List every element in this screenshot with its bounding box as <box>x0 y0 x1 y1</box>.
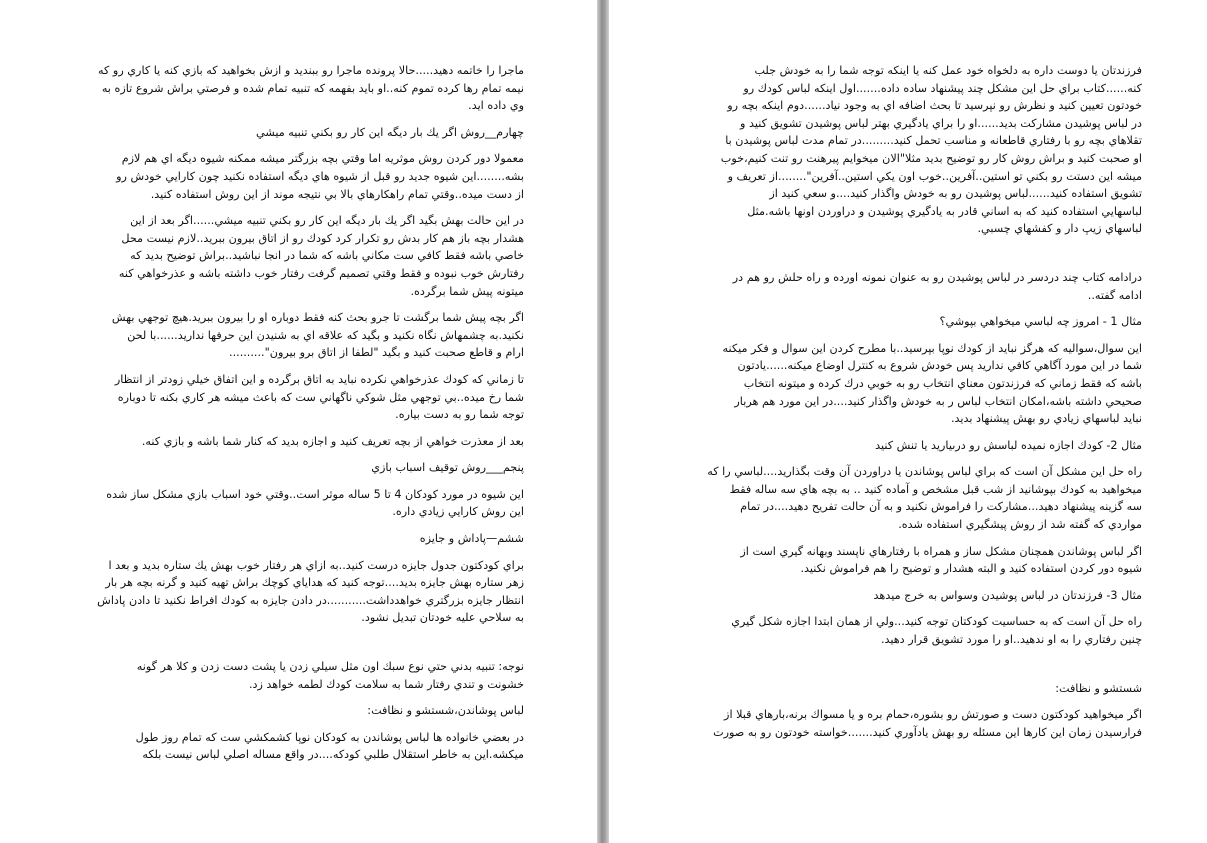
section-heading: پنجم___روش توقيف اسباب بازي <box>371 461 524 475</box>
section-heading: ششم—پاداش و جايزه <box>419 532 524 546</box>
right-page <box>609 0 1207 843</box>
section-heading: لباس پوشاندن،شستشو و نظافت: <box>367 704 524 718</box>
paragraph: اين شيوه در مورد كودكان 4 تا 5 ساله موثر است..وقتي خود اسباب بازي مشكل ساز شده اين روش كارايي زيادي داره. <box>106 487 524 519</box>
paragraph: اگر ميخواهيد كودكتون دست و صورتش رو بشوره،حمام بره و يا مسواك برنه،بارهاي قبلا از فرارسيدن زمان اين كارها اين مسئله رو بهش يادآوري كنيد.......خواسته خودتون رو به صورت <box>713 708 1142 739</box>
example-heading: مثال 3- فرزندتان در لباس پوشيدن وسواس به خرج ميدهد <box>873 588 1142 602</box>
paragraph: تا زماني كه كودك عذرخواهي نكرده نبايد به اتاق برگرده و اين اتفاق خيلي زودتر از انتظار شما رخ ميده..بي توجهي مثل شوكي ناگهاني ست كه باعث ميشه هر كاري بكنه تا دوباره توجه شما رو به دست بياره. <box>114 372 524 422</box>
paragraph-spacer <box>687 247 1142 269</box>
section-heading: چهارم__روش اگر يك بار ديگه اين كار رو بكني تنبيه ميشي <box>256 125 524 139</box>
section-heading: شستشو و نظافت: <box>1055 681 1142 695</box>
paragraph: در اين حالت بهش بگيد اگر يك بار ديگه اين كار رو بكني تنبيه ميشي......اگر بعد از اين هشدار بچه باز هم كار بدش رو تكرار كرد كودك رو از اتاق بيرون ببريد..لازم نيست محل خاصي باشه فقط كافي ست مكاني باشه كه شما در انجا نباشيد..براش توضيح بديد كه رفتارش خوب نبوده و فقط وقتي تصميم گرفت رفتار خوب داشته باشه و عذرخواهي كنه ميتونه پيش شما برگرده. <box>118 214 524 298</box>
paragraph: در بعضي خانواده ها لباس پوشاندن به كودكان نوپا كشمكشي ست كه تمام روز طول ميكشه.اين به خاطر استقلال طلبي كودكه....در واقع مساله اصلي لباس نيست بلكه <box>135 730 524 762</box>
paragraph-spacer <box>687 658 1142 680</box>
left-page <box>0 0 597 843</box>
left-page-content <box>74 62 524 773</box>
example-heading: مثال 2- كودك اجازه نميده لباسش رو درىياريد يا تنش كنيد <box>875 438 1142 452</box>
paragraph: ماجرا را خاتمه دهيد.....حالا پرونده ماجرا رو ببنديد و ازش بخواهيد كه بازي كنه يا كاري رو كه نيمه تمام رها كرده تموم كنه..او بايد بفهمه كه تنبيه تمام شده و فرصتي براش شروع تازه به وي داده ايد. <box>98 64 524 113</box>
paragraph: اگر بچه پيش شما برگشت تا جرو بحث كنه فقط دوباره او را بيرون ببريد.هيچ توجهي بهش نكنيد.به چشمهاش نگاه نكنيد و بگيد كه علاقه اي به شنيدن اين حرفها نداريد......با لحن ارام و قاطع صحبت كنيد و بگيد "لطفا از اتاق برو بيرون".......... <box>111 311 524 360</box>
right-page-content <box>687 62 1142 750</box>
paragraph: براي كودكتون جدول جايزه درست كنيد..به ازاي هر رفتار خوب بهش يك ستاره بديد و بعد ا زهر ستاره بهش جايزه بديد....توجه كنيد كه هداياي كوچك براش تهيه كنيد و گرنه بچه هر بار انتظار جايزه بزرگتري خواهدداشت...........در دادن جايزه به كودك افراط نكنيد تا دادن پاداش به سلاحي عليه خودتان تبديل نشود. <box>97 558 524 625</box>
paragraph: راه حل اين مشكل آن است كه براي لباس پوشاندن يا دراوردن آن وقت بگذاريد....لباسي را كه ميخواهيد به كودك بپوشانيد از شب قبل مشخص و آماده كنيد .. به بچه هاي سه ساله فقط سه گزينه پيشنهاد دهيد...مشاركت را فراموش نكنيد و به آن حالت تفريح دهيد....در تمام مواردي كه گفته شد از روش پيشگيري استفاده شده. <box>707 465 1142 532</box>
paragraph: درادامه كتاب چند دردسر در لباس پوشيدن رو به عنوان نمونه اورده و راه حلش رو هم در ادامه گفته.. <box>732 270 1142 302</box>
note-paragraph: نوجه: تنبيه بدني حتي نوع سبك اون مثل سيلي زدن يا پشت دست زدن و كلا هر گونه خشونت و تندي رفتار شما به سلامت كودك لطمه خواهد زد. <box>136 660 524 691</box>
paragraph: اگر لباس پوشاندن همچنان مشكل ساز و همراه با رفتارهاي ناپسند وبهانه گيري است از شيوه دور كردن استفاده كنيد و البته هشدار و توضيح را هم فراموش نكنيد. <box>740 544 1142 576</box>
paragraph-spacer <box>74 636 524 658</box>
paragraph: اين سوال،سواليه كه هرگز نبايد از كودك نوپا بپرسيد..با مطرح كردن اين سوال و فكر ميكنه شما در اين مورد آگاهي كافي نداريد پس خودش شروع به كنترل اوضاع ميكنه......يادتون باشه كه فقط زماني كه فرزندتون معناي انتخاب رو به خوبي درك كرده و ميتونه انتخاب صحيحي داشته باشه،امكان انتخاب لباس ر به خودش واگذار كنيد....در اين مورد هم هربار نبايد لباسهاي زيادي رو بهش پيشنهاد بديد. <box>722 341 1142 426</box>
example-heading: مثال 1 - امروز چه لباسي ميخواهي بپوشي؟ <box>939 315 1142 329</box>
paragraph: فرزندتان يا دوست داره به دلخواه خود عمل كنه يا اينكه توجه شما را به خودش جلب كنه......كتاب براي حل اين مشكل چند پيشنهاد ساده داده.......اول اينكه لباس كودك رو خودتون تعيين كنيد و نظرش رو نپرسيد تا بحث اضافه اي به وجود نياد......دوم اينكه بچه رو در لباس پوشيدن مشاركت بديد......او را براي يادگيري بهتر لباس پوشيدن تشويق كنيد و تقلاهاي بچه رو با رفتاري قاطعانه و مناسب تحمل كنيد.........در تمام مدت لباس پوشيدن با او صحبت كنيد و براش روش كار رو توضيح بديد مثلا"الان ميخوايم پيرهنت رو تنت كنيم،خوب ميشه اين دستت رو بكني تو استين..آفرين..خوب اون يكي استين..آفرين"........از تعريف و تشويق استفاده كنيد......لباس پوشيدن رو به خودش واگذار كنيد....و سعي كنيد از لباسهايي استفاده كنيد كه به اساني قادر به يادگيري پوشيدن و دراوردن اونها باشه.مثل لباسهاي زيپ دار و كفشهاي چسبي. <box>720 64 1142 236</box>
page-gutter <box>597 0 609 843</box>
paragraph: معمولا دور كردن روش موثريه اما وقتي بچه بزرگتر ميشه ممكنه شيوه ديگه اي هم لازم بشه........اين شيوه جديد رو قبل از شيوه هاي ديگه استفاده نكنيد چون كارايي خودش رو از دست ميده..وقتي تمام راهكارهاي بالا بي نتيجه موند از اين روش استفاده كنيد. <box>116 152 524 201</box>
paragraph: راه حل آن است كه به حساسيت كودكتان توجه كنيد...ولي از همان ابتدا اجازه شكل گيري چنين رفتاري را به او ندهيد..او را مورد تشويق قرار دهيد. <box>731 615 1142 647</box>
paragraph: بعد از معذرت خواهي از بچه تعريف كنيد و اجازه بديد كه كنار شما باشه و بازي كنه. <box>141 434 524 448</box>
